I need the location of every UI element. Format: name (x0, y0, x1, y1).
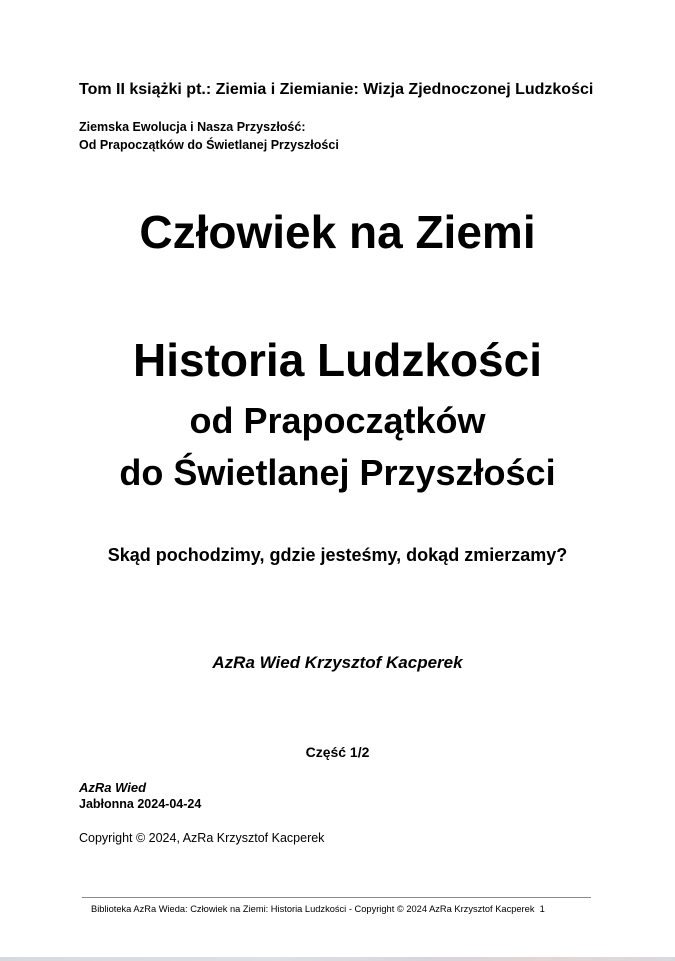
subtitle-question: Skąd pochodzimy, gdzie jesteśmy, dokąd zmierzamy? (107, 545, 568, 565)
series-title: Tom II książki pt.: Ziemia i Ziemianie: Wizja Zjednoczonej Ludzkości (79, 81, 594, 98)
main-title: Człowiek na Ziemi (139, 206, 536, 258)
history-title-line-2: od Prapoczątków (189, 400, 486, 441)
history-title-line-3: do Świetlanej Przyszłości (119, 452, 556, 493)
signature-place-date: Jabłonna 2024-04-24 (79, 797, 202, 811)
author-name: AzRa Wied Krzysztof Kacperek (212, 653, 463, 672)
page-number: 1 (539, 904, 545, 914)
signature-name: AzRa Wied (79, 780, 147, 795)
footer-text: Biblioteka AzRa Wieda: Człowiek na Ziemi: Historia Ludzkości - Copyright © 2024 AzRa Krzysztof Kacperek (91, 904, 535, 914)
viewer-bottom-edge (0, 957, 675, 961)
subseries-line-2: Od Prapoczątków do Świetlanej Przyszłości (79, 138, 339, 152)
copyright-notice: Copyright © 2024, AzRa Krzysztof Kacperek (79, 831, 325, 845)
page-footer (91, 904, 545, 914)
subseries-title (79, 118, 339, 154)
part-label: Część 1/2 (305, 744, 370, 760)
history-title-line-1: Historia Ludzkości (133, 334, 542, 386)
footer-divider (82, 897, 591, 898)
subseries-line-1: Ziemska Ewolucja i Nasza Przyszłość: (79, 120, 306, 134)
